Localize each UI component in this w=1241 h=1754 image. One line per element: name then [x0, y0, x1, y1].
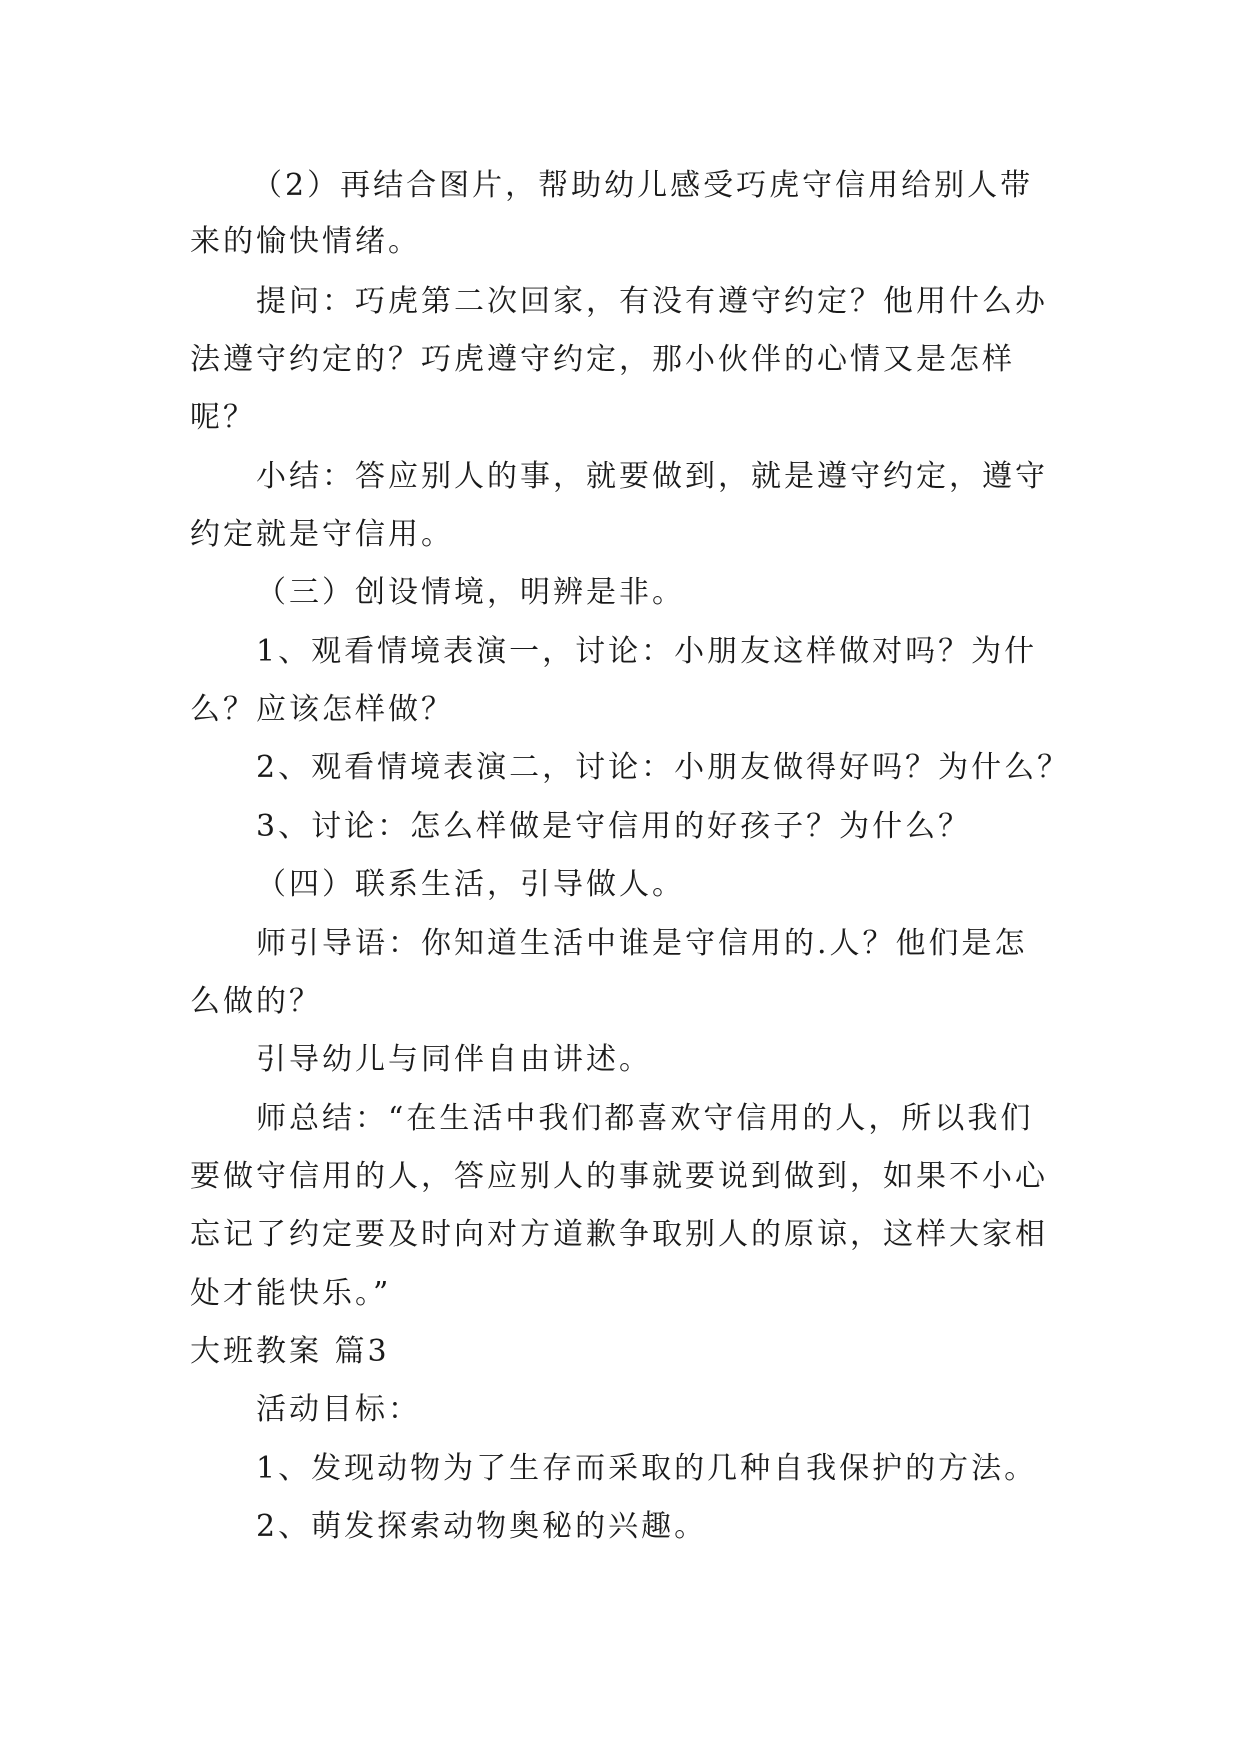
paragraph-line: 处才能快乐。”	[190, 1276, 392, 1311]
paragraph-line: 2、观看情境表演二，讨论：小朋友做得好吗？为什么？	[256, 750, 1071, 785]
section-heading: （四）联系生活，引导做人。	[256, 867, 685, 902]
paragraph-line: 法遵守约定的？巧虎遵守约定，那小伙伴的心情又是怎样	[190, 342, 1015, 377]
paragraph-line: 要做守信用的人，答应别人的事就要说到做到，如果不小心	[190, 1159, 1048, 1194]
paragraph-line: 1、发现动物为了生存而采取的几种自我保护的方法。	[256, 1451, 1038, 1486]
paragraph-line: 引导幼儿与同伴自由讲述。	[256, 1042, 652, 1077]
paragraph-line: 师总结：“在生活中我们都喜欢守信用的人，所以我们	[256, 1101, 1034, 1136]
paragraph-line: 1、观看情境表演一，讨论：小朋友这样做对吗？为什	[256, 634, 1038, 669]
paragraph-line: 约定就是守信用。	[190, 517, 454, 552]
paragraph-line: 提问：巧虎第二次回家，有没有遵守约定？他用什么办	[256, 284, 1048, 319]
paragraph-line: 忘记了约定要及时向对方道歉争取别人的原谅，这样大家相	[190, 1217, 1048, 1252]
paragraph-line: 2、萌发探索动物奥秘的兴趣。	[256, 1509, 708, 1544]
paragraph-line: 3、讨论：怎么样做是守信用的好孩子？为什么？	[256, 809, 972, 844]
article-heading: 大班教案 篇3	[190, 1334, 390, 1369]
paragraph-line: 么做的？	[190, 984, 322, 1019]
paragraph-line: 活动目标：	[256, 1392, 421, 1427]
paragraph-line: 么？应该怎样做？	[190, 692, 454, 727]
paragraph-line: 呢？	[190, 400, 256, 435]
paragraph-line: 来的愉快情绪。	[190, 224, 421, 259]
section-heading: （三）创设情境，明辨是非。	[256, 575, 685, 610]
paragraph-line: （2）再结合图片，帮助幼儿感受巧虎守信用给别人带	[252, 168, 1034, 203]
paragraph-line: 小结：答应别人的事，就要做到，就是遵守约定，遵守	[256, 459, 1048, 494]
paragraph-line: 师引导语：你知道生活中谁是守信用的.人？他们是怎	[256, 926, 1028, 961]
